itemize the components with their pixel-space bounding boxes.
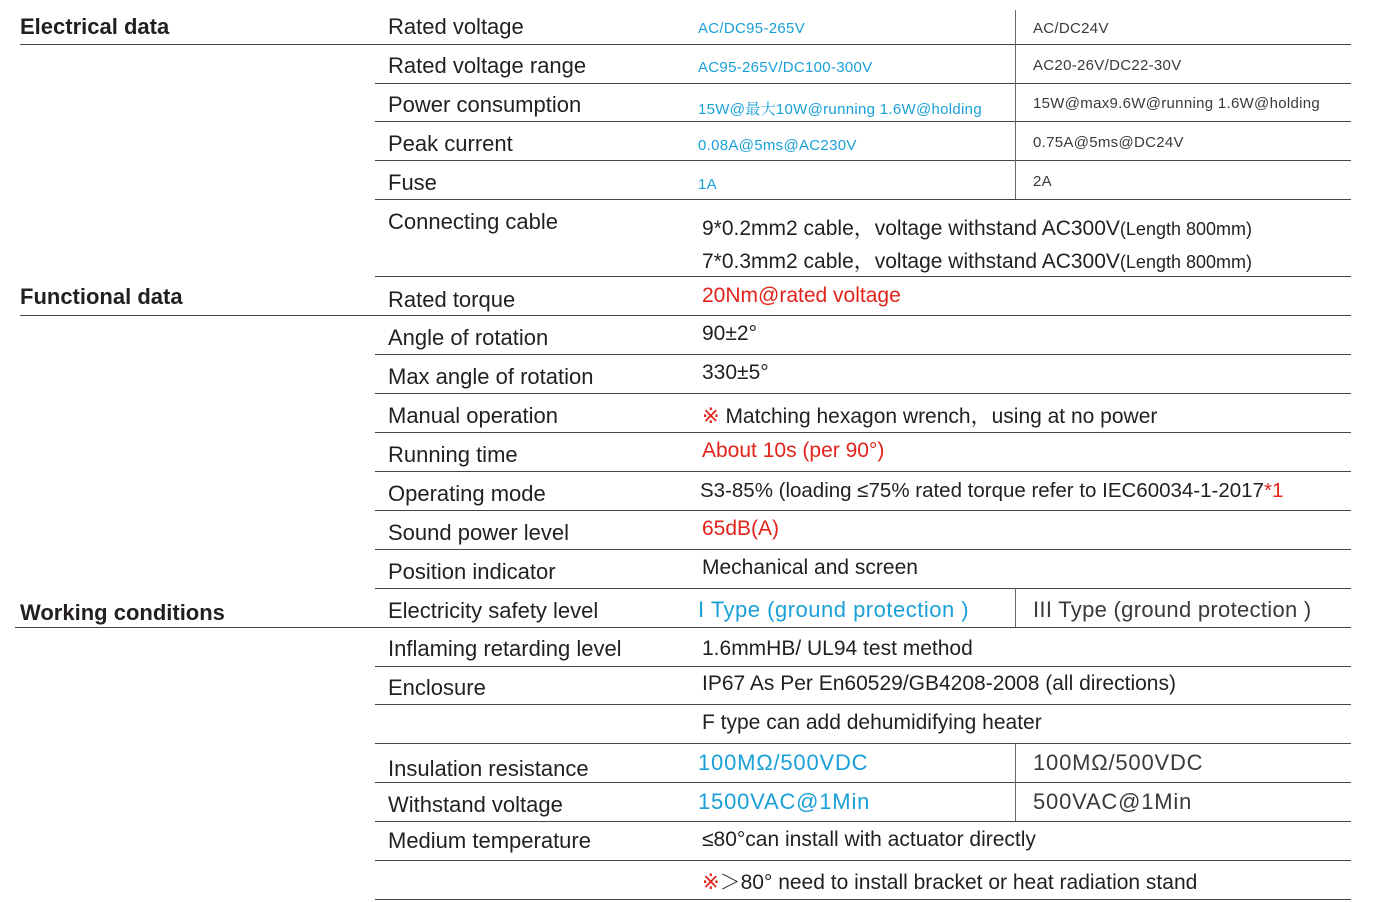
row-divider	[375, 743, 1351, 744]
row-divider	[375, 315, 1351, 316]
value-insulation-dc: 100MΩ/500VDC	[1033, 750, 1204, 775]
footnote-marker: *1	[1263, 479, 1284, 502]
cable-line2-note: (Length 800mm)	[1119, 252, 1252, 272]
value-insulation-ac: 100MΩ/500VDC	[698, 750, 869, 775]
section-functional: Functional data	[20, 284, 183, 309]
row-divider	[375, 44, 1351, 45]
reference-mark-icon: ※	[702, 871, 720, 894]
value-angle-of-rotation: 90±2°	[702, 322, 757, 345]
value-operating-mode	[700, 479, 1283, 503]
value-peak-current-ac: 0.08A@5ms@AC230V	[698, 137, 857, 154]
label-rated-voltage-range: Rated voltage range	[388, 53, 587, 78]
label-medium-temp: Medium temperature	[388, 828, 591, 853]
section-working: Working conditions	[20, 600, 225, 625]
value-inflaming: 1.6mmHB/ UL94 test method	[702, 637, 973, 660]
label-angle-of-rotation: Angle of rotation	[388, 325, 549, 350]
label-manual-operation: Manual operation	[388, 403, 559, 428]
row-divider	[375, 782, 1351, 783]
divider	[20, 315, 375, 316]
label-peak-current: Peak current	[388, 131, 513, 156]
value-position-indicator: Mechanical and screen	[702, 556, 918, 579]
label-running-time: Running time	[388, 442, 518, 467]
divider	[20, 44, 375, 45]
value-cable-line2	[702, 245, 1252, 275]
value-electricity-safety-ac: I Type (ground protection )	[698, 597, 970, 622]
cable-line2-main: 7*0.3mm2 cable，voltage withstand AC300V	[702, 250, 1120, 273]
label-insulation: Insulation resistance	[388, 756, 589, 781]
divider	[15, 627, 375, 628]
row-divider	[375, 471, 1351, 472]
value-rated-voltage-ac: AC/DC95-265V	[698, 20, 805, 37]
label-withstand: Withstand voltage	[388, 792, 563, 817]
row-divider	[375, 160, 1351, 161]
row-divider	[375, 899, 1351, 900]
value-rated-torque: 20Nm@rated voltage	[702, 284, 901, 307]
label-fuse: Fuse	[388, 170, 437, 195]
label-enclosure: Enclosure	[388, 675, 486, 700]
row-divider	[375, 199, 1351, 200]
row-divider	[375, 588, 1351, 589]
value-power-consumption-ac: 15W@最大10W@running 1.6W@holding	[698, 101, 982, 118]
value-peak-current-dc: 0.75A@5ms@DC24V	[1033, 134, 1184, 151]
value-sound-power: 65dB(A)	[702, 517, 780, 540]
value-fuse-dc: 2A	[1033, 173, 1052, 190]
operating-mode-text: S3-85% (loading ≤75% rated torque refer to IEC60034-1-2017	[700, 479, 1264, 502]
value-medium-temp-note	[702, 866, 1197, 896]
label-inflaming: Inflaming retarding level	[388, 636, 622, 661]
row-divider	[375, 121, 1351, 122]
cable-line1-main: 9*0.2mm2 cable，voltage withstand AC300V	[702, 217, 1120, 240]
value-max-angle: 330±5°	[702, 361, 769, 384]
value-manual-operation	[702, 400, 1157, 430]
value-withstand-dc: 500VAC@1Min	[1033, 789, 1193, 814]
label-operating-mode: Operating mode	[388, 481, 546, 506]
label-power-consumption: Power consumption	[388, 92, 582, 117]
value-power-consumption-dc: 15W@max9.6W@running 1.6W@holding	[1033, 95, 1321, 112]
reference-mark-icon: ※	[702, 405, 720, 428]
label-rated-torque: Rated torque	[388, 287, 516, 312]
row-divider	[375, 821, 1351, 822]
row-divider	[375, 704, 1351, 705]
row-divider	[375, 83, 1351, 84]
value-cable-line1	[702, 212, 1252, 242]
section-electrical: Electrical data	[20, 14, 170, 39]
label-connecting-cable: Connecting cable	[388, 209, 559, 234]
label-position-indicator: Position indicator	[388, 559, 556, 584]
label-sound-power: Sound power level	[388, 520, 570, 545]
row-divider	[375, 627, 1351, 628]
value-rated-voltage-range-ac: AC95-265V/DC100-300V	[698, 59, 873, 76]
manual-operation-text: Matching hexagon wrench，using at no power	[719, 405, 1158, 428]
row-divider	[375, 393, 1351, 394]
value-withstand-ac: 1500VAC@1Min	[698, 789, 871, 814]
row-divider	[375, 354, 1351, 355]
column-divider	[1015, 588, 1016, 627]
row-divider	[375, 510, 1351, 511]
row-divider	[375, 666, 1351, 667]
value-enclosure: IP67 As Per En60529/GB4208-2008 (all directions)	[702, 672, 1176, 695]
value-running-time: About 10s (per 90°)	[702, 439, 885, 462]
column-divider	[1015, 10, 1016, 199]
column-divider	[1015, 743, 1016, 821]
label-max-angle: Max angle of rotation	[388, 364, 594, 389]
value-medium-temp: ≤80°can install with actuator directly	[702, 828, 1036, 851]
label-rated-voltage: Rated voltage	[388, 14, 524, 39]
value-rated-voltage-dc: AC/DC24V	[1033, 20, 1109, 37]
row-divider	[375, 549, 1351, 550]
row-divider	[375, 276, 1351, 277]
medium-temp-note-text: ＞80° need to install bracket or heat radiation stand	[719, 871, 1198, 894]
cable-line1-note: (Length 800mm)	[1119, 219, 1252, 239]
row-divider	[375, 860, 1351, 861]
row-divider	[375, 432, 1351, 433]
value-enclosure-heater: F type can add dehumidifying heater	[702, 711, 1042, 734]
value-electricity-safety-dc: III Type (ground protection )	[1033, 597, 1312, 622]
value-rated-voltage-range-dc: AC20-26V/DC22-30V	[1033, 57, 1182, 74]
value-fuse-ac: 1A	[698, 176, 717, 193]
label-electricity-safety: Electricity safety level	[388, 598, 599, 623]
